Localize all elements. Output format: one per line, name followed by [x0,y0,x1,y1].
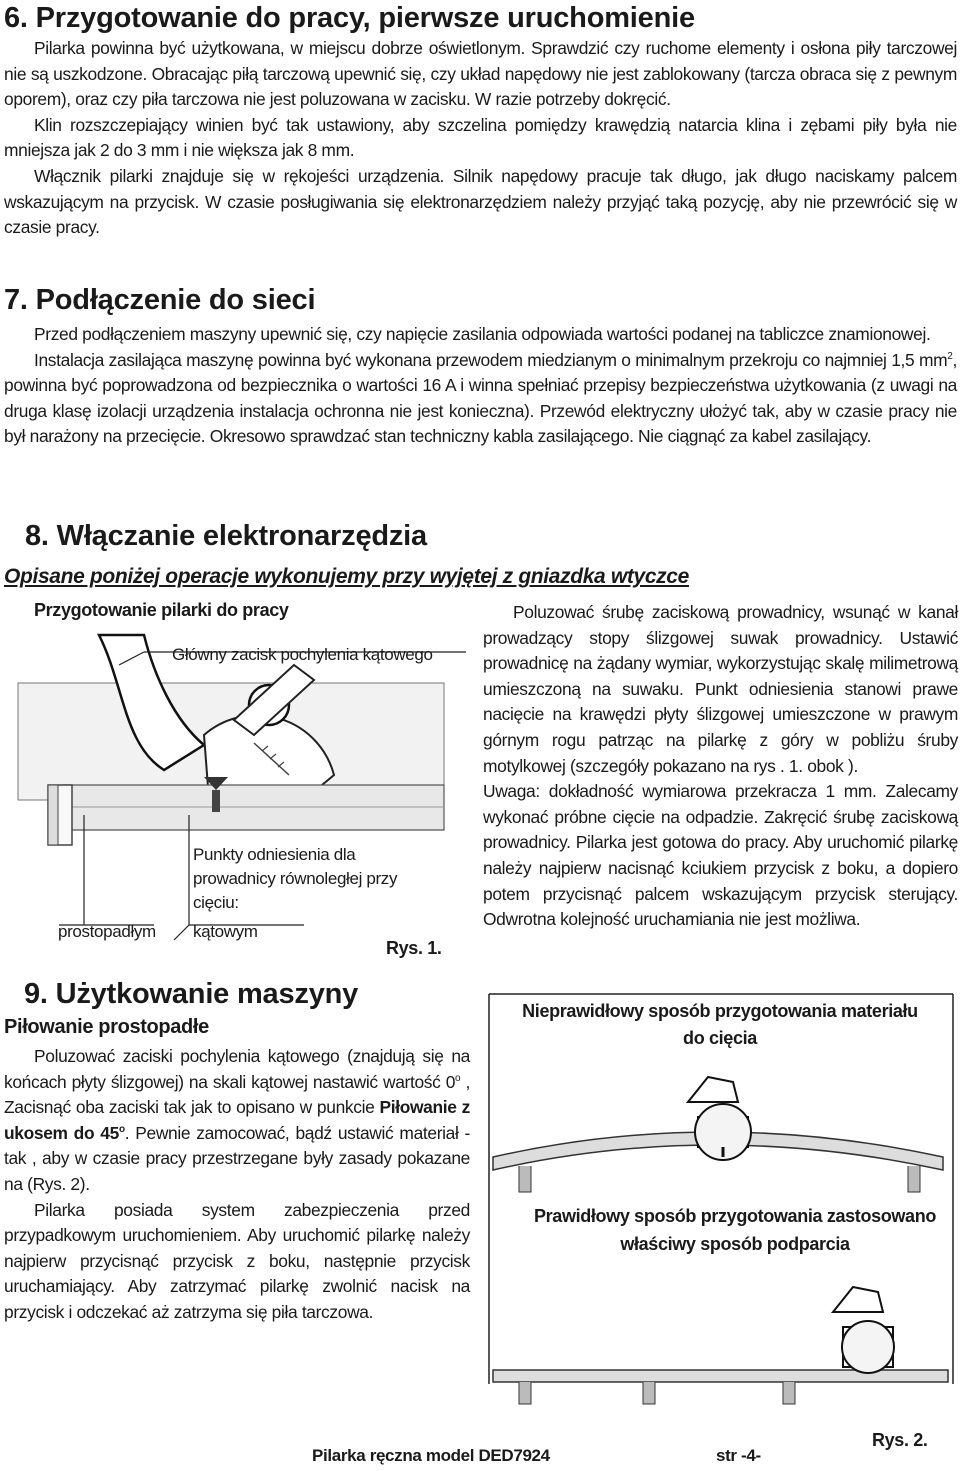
section-9-bold-reference: Piłowanie z ukosem do 45 [4,1097,471,1143]
figure-2-label-wrong: Nieprawidłowy sposób przygotowania materiału do cięcia [522,1001,918,1048]
figure-1-label-clamp: Główny zacisk pochylenia kątowego [172,645,433,664]
section-7-title: 7. Podłączenie do sieci [4,284,316,316]
section-9-paragraph-2: Pilarka posiada system zabezpieczenia przed przypadkowym uruchomieniem. Aby uruchomić pilarkę należy najpierw przycisnąć przycisk z boku, następnie przycisk uruchamiający. Aby zatrzymać pilarkę zwolnić nacisk na przycisk i odczekać aż zatrzyma się piła tarczowa. [4,1199,470,1322]
section-8-right-paragraph-2: Uwaga: dokładność wymiarowa przekracza 1 mm. Zalecamy wykonać próbne cięcie na odpadzie. Zakręcić śrubę zaciskową prowadnicy. Pilarka jest gotowa do pracy. Aby uruchomić pilarkę należy najpierw nacisnąć kciukiem przycisk z boku, a dopiero potem przycisnąć palcem wskazującym przycisk sterujący. Odwrotna kolejność uruchamiania nie jest możliwa. [483,781,958,930]
figure-1-title: Przygotowanie pilarki do pracy [34,600,289,620]
footer-page-number: str -4- [716,1446,761,1465]
section-9-paragraph-1-c: . Pewnie zamocować, bądź ustawić materiał - tak , aby w czasie pracy przestrzegane były zasady pokazane na (Rys. 2). [4,1122,470,1194]
section-9-subtitle: Piłowanie prostopadłe [4,1016,209,1038]
figure-1-caption: Rys. 1. [386,938,442,958]
superscript-degree-bold: o [118,1123,125,1135]
superscript-degree: o [455,1072,461,1084]
section-6-title: 6. Przygotowanie do pracy, pierwsze uruchomienie [4,2,695,34]
section-7-paragraph-2-a: Instalacja zasilająca maszynę powinna być wykonana przewodem miedzianym o minimalnym przekroju co najmniej 1,5 mm [34,349,948,370]
figure-1-label-reference-points: Punkty odniesienia dla prowadnicy równoległej przy cięciu: [193,845,398,912]
section-7-paragraph-2 [4,348,957,450]
section-9-paragraph-1-a: Poluzować zaciski pochylenia kątowego (znajdują się na końcach płyty ślizgowej) na skali kątowej nastawić wartość 0 [4,1046,470,1092]
section-9-paragraph-1 [4,1044,470,1198]
section-8-title: 8. Włączanie elektronarzędzia [25,520,427,552]
section-8-subtitle: Opisane poniżej operacje wykonujemy przy wyjętej z gniazdka wtyczce [4,565,689,588]
section-6-paragraph-2: Klin rozszczepiający winien być tak ustawiony, aby szczelina pomiędzy krawędzią natarcia klina i zębami piły była nie mniejsza jak 2 do 3 mm i nie większa jak 8 mm. [4,114,957,161]
section-8-right-paragraph-1: Poluzować śrubę zaciskową prowadnicy, wsunąć w kanał prowadzący stopy ślizgowej suwak prowadnicy. Ustawić prowadnicę na żądany wymiar, wykorzystując skalę milimetrową umieszczoną na suwaku. Punkt odniesienia stanowi prawe nacięcie na krawędzi płyty ślizgowej umieszczone w prawym górnym rogu patrząc na pilarkę z góry w pobliżu śruby motylkowej (szczegóły pokazano na rys . 1. obok ). [483,602,958,776]
figure-1-label-angled: kątowym [193,922,258,941]
figure-1-label-perpendicular: prostopadłym [58,922,156,941]
footer-model: Pilarka ręczna model DED7924 [312,1446,550,1465]
saw-icon-top [688,1077,751,1160]
section-6-paragraph-3: Włącznik pilarki znajduje się w rękojeści urządzenia. Silnik napędowy pracuje tak długo, jak długo naciskamy palcem wskazującym na przycisk. W czasie posługiwania się elektronarzędziem należy przyjąć taką pozycję, aby nie przewrócić się w czasie pracy. [4,165,957,238]
section-7-paragraph-1: Przed podłączeniem maszyny upewnić się, czy napięcie zasilania odpowiada wartości podanej na tabliczce znamionowej. [34,324,931,344]
section-9-paragraph-1-b: , Zacisnąć oba zaciski tak jak to opisano w punkcie [4,1071,470,1118]
section-9-title: 9. Użytkowanie maszyny [24,978,359,1010]
superscript-2: 2 [947,350,953,362]
figure-2-label-right: Prawidłowy sposób przygotowania zastosowano właściwy sposób podparcia [533,1206,936,1254]
figure-2-caption: Rys. 2. [872,1430,928,1450]
saw-icon-bottom [833,1287,894,1373]
section-6-paragraph-1: Pilarka powinna być użytkowana, w miejscu dobrze oświetlonym. Sprawdzić czy ruchome elementy i osłona piły tarczowej nie są uszkodzone. Obracając piłą tarczową upewnić się, czy układ napędowy nie jest zablokowany (tarcza obraca się z pewnym oporem), oraz czy piła tarczowa nie jest poluzowana w zacisku. W razie potrzeby dokręcić. [4,38,957,110]
section-7-paragraph-2-b: , powinna być poprowadzona od bezpiecznika o wartości 16 A i winna spełniać przepisy bezpieczeństwa użytkowania (z uwagi na druga klasę izolacji urządzenia instalacja ochronna nie jest konieczna). Przewód elektryczny ułożyć tak, aby w czasie pracy nie był narażony na przecięcie. Okresowo sprawdzać stan techniczny kabla zasilającego. Nie ciągnąć za kabel zasilający. [4,349,957,447]
